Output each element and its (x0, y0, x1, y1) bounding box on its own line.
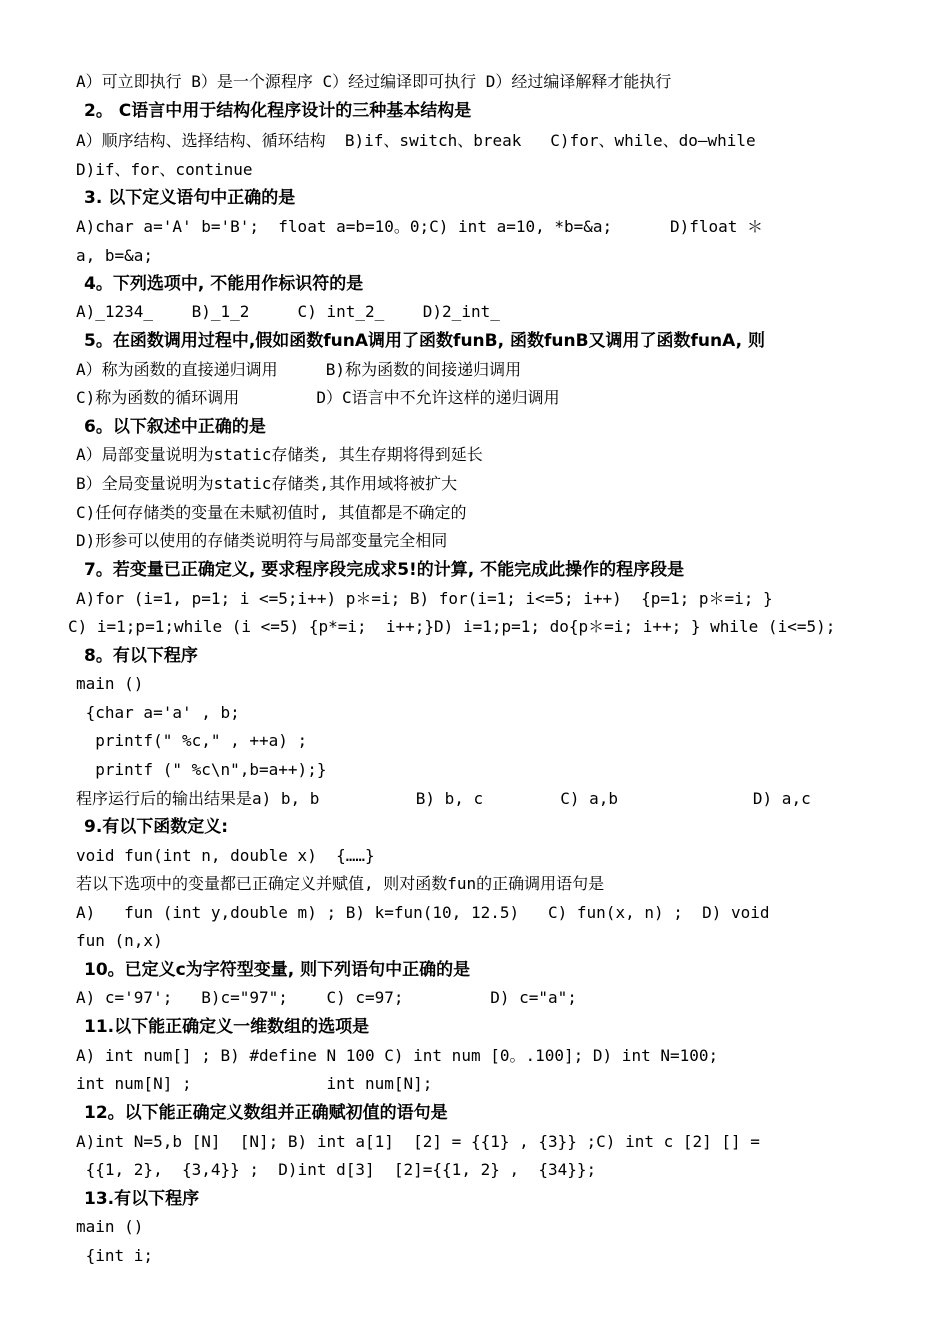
option-line: A）顺序结构、选择结构、循环结构 B)if、switch、break C)for、while、do—while (76, 131, 756, 150)
option-line: D)if、for、continue (76, 160, 253, 179)
option-line: A) c='97'; B)c="97"; C) c=97; D) c="a"; (76, 988, 577, 1007)
question-heading: 6。以下叙述中正确的是 (84, 417, 266, 437)
option-line: a, b=&a; (76, 246, 154, 265)
code-line: main () (76, 1217, 144, 1236)
code-line: {int i; (76, 1246, 154, 1265)
option-line: A）局部变量说明为static存储类, 其生存期将得到延长 (76, 445, 483, 464)
question-heading: 13.有以下程序 (84, 1189, 200, 1209)
option-line: B）全局变量说明为static存储类,其作用域将被扩大 (76, 474, 458, 493)
code-line: {char a='a' , b; (76, 703, 240, 722)
question-heading: 12。以下能正确定义数组并正确赋初值的语句是 (84, 1103, 448, 1123)
option-line: C)称为函数的循环调用 D）C语言中不允许这样的递归调用 (76, 388, 560, 407)
option-line: A) fun (int y,double m) ; B) k=fun(10, 12.5) C) fun(x, n) ; D) void (76, 903, 770, 922)
question-heading: 4。下列选项中, 不能用作标识符的是 (84, 274, 364, 294)
question-heading: 11.以下能正确定义一维数组的选项是 (84, 1017, 370, 1037)
option-line: C) i=1;p=1;while (i <=5) {p*=i; i++;}D) i=1;p=1; do{p＊=i; i++; } while (i<=5); (68, 617, 836, 636)
option-line: A）可立即执行 B）是一个源程序 C）经过编译即可执行 D）经过编译解释才能执行 (76, 72, 672, 91)
option-line: 若以下选项中的变量都已正确定义并赋值, 则对函数fun的正确调用语句是 (76, 874, 605, 893)
code-line: printf (" %c\n",b=a++);} (76, 760, 327, 779)
option-line: A）称为函数的直接递归调用 B)称为函数的间接递归调用 (76, 360, 522, 379)
question-heading: 5。在函数调用过程中,假如函数funA调用了函数funB, 函数funB又调用了函数funA, 则 (84, 331, 765, 351)
question-heading: 9.有以下函数定义: (84, 817, 229, 837)
option-line: A)for (i=1, p=1; i <=5;i++) p＊=i; B) for(i=1; i<=5; i++) {p=1; p＊=i; } (76, 589, 773, 608)
option-line: {{1, 2}, {3,4}} ; D)int d[3] [2]={{1, 2} , {34}}; (76, 1160, 597, 1179)
option-line: fun (n,x) (76, 931, 163, 950)
question-heading: 3. 以下定义语句中正确的是 (84, 188, 296, 208)
question-heading: 7。若变量已正确定义, 要求程序段完成求5!的计算, 不能完成此操作的程序段是 (84, 560, 685, 580)
option-line: A)char a='A' b='B'; float a=b=10。0;C) int a=10, *b=&a; D)float ＊ (76, 217, 764, 236)
code-line: main () (76, 674, 144, 693)
code-line: printf(" %c," , ++a) ; (76, 731, 308, 750)
option-line: A) int num[] ; B) #define N 100 C) int num [0。.100]; D) int N=100; (76, 1046, 719, 1065)
question-heading: 2。 C语言中用于结构化程序设计的三种基本结构是 (84, 101, 472, 121)
option-line: C)任何存储类的变量在未赋初值时, 其值都是不确定的 (76, 503, 467, 522)
code-line: void fun(int n, double x) {……} (76, 846, 375, 865)
option-line: A)int N=5,b [N] [N]; B) int a[1] [2] = {{1} , {3}} ;C) int c [2] [] = (76, 1132, 760, 1151)
option-line: A)_1234_ B)_1_2 C) int_2_ D)2_int_ (76, 302, 500, 321)
option-line: 程序运行后的输出结果是a) b, b B) b, c C) a,b D) a,c (76, 789, 811, 808)
question-heading: 8。有以下程序 (84, 646, 198, 666)
question-heading: 10。已定义c为字符型变量, 则下列语句中正确的是 (84, 960, 471, 980)
option-line: int num[N] ; int num[N]; (76, 1074, 433, 1093)
option-line: D)形参可以使用的存储类说明符与局部变量完全相同 (76, 531, 448, 550)
